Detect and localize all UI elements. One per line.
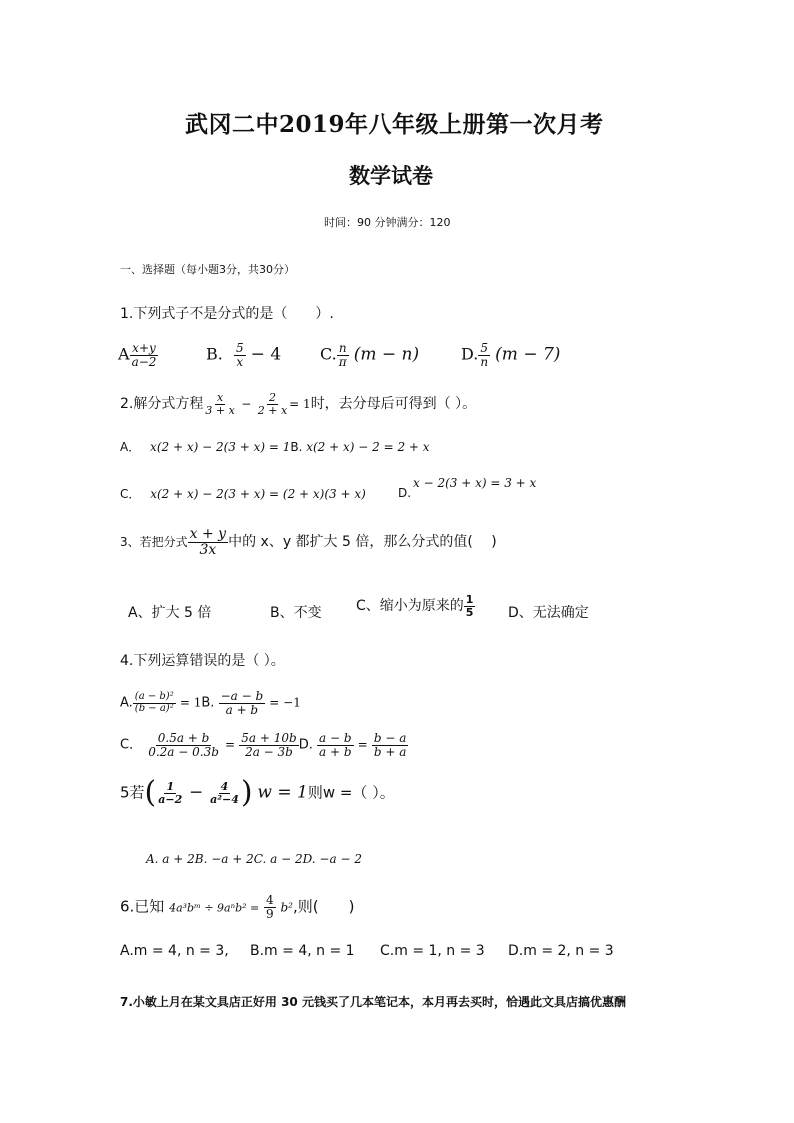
fraction-denominator: b + a [373, 744, 407, 759]
question-6-tail: b² [280, 900, 293, 915]
option-b-expr: x(2 + x) − 2 = 2 + x [306, 440, 430, 454]
minus-sign: − [189, 782, 204, 803]
fraction-denominator: 0.2a − 0.3b [148, 744, 219, 759]
option-b-label: B. [206, 344, 223, 364]
option-c-expr: x(2 + x) − 2(3 + x) = (2 + x)(3 + x) [150, 487, 366, 501]
fraction-numerator: x+y [132, 341, 156, 355]
question-1-option-c [320, 342, 419, 368]
option-b-tail: − 4 [250, 344, 282, 365]
question-2-prefix: 2.解分式方程 [120, 396, 204, 413]
question-2-option-d-label: D. [398, 486, 412, 500]
fraction-numerator: 2 [268, 391, 276, 404]
question-7-stem: 7.小敏上月在某文具店正好用 30 元钱买了几本笔记本，本月再去买时，恰遇此文具店搞优惠酬 [120, 995, 626, 1009]
question-6-option-c: C.m = 1, n = 3 [380, 943, 485, 959]
fraction-numerator: a − b [318, 731, 352, 745]
fraction-numerator: 0.5a + b [157, 731, 210, 745]
fraction-denominator: a + b [318, 744, 352, 759]
question-1-option-a [118, 342, 158, 368]
fraction-numerator: 1 [166, 779, 175, 793]
question-3-stem [120, 527, 497, 557]
fraction-denominator: a−2 [158, 792, 183, 806]
question-3-option-b: B、不变 [270, 605, 322, 621]
question-1-option-d [461, 342, 560, 368]
right-paren: ) [240, 775, 253, 810]
question-6-suffix: ,则( ) [292, 897, 355, 916]
fraction-numerator: 5 [235, 341, 244, 355]
fraction-numerator: n [338, 341, 347, 355]
question-5-stem [120, 775, 395, 810]
question-6-stem [120, 894, 354, 920]
page-subtitle: 数学试卷 [349, 163, 433, 188]
option-c-tail: (m − n) [353, 344, 420, 365]
option-a-label: A. [120, 695, 133, 711]
question-2-suffix: 时，去分母后可得到（ ）。 [310, 396, 477, 413]
question-6-expr: 4a³bᵐ ÷ 9aⁿb² = [169, 901, 260, 915]
option-c-label: C． [120, 737, 143, 753]
fraction-numerator: 1 [465, 593, 474, 606]
option-c-text: C、缩小为原来的 [356, 598, 464, 615]
question-3-suffix: 中的 x、y 都扩大 5 倍，那么分式的值( ) [228, 534, 497, 551]
fraction-denominator: a²−4 [210, 792, 239, 806]
option-b-label: B. [290, 440, 303, 454]
fraction-numerator: 4 [220, 779, 229, 793]
fraction-numerator: x [216, 391, 224, 404]
fraction-denominator: (b − a)² [134, 702, 174, 714]
fraction-numerator: b − a [373, 731, 407, 745]
fraction-numerator: (a − b)² [134, 691, 174, 703]
question-5-suffix: 则w =（ ）。 [307, 783, 395, 802]
question-4-stem: 4.下列运算错误的是（ ）。 [120, 653, 285, 669]
question-2-row-ab [120, 438, 430, 455]
option-d-tail: (m − 7) [495, 344, 561, 365]
option-c-eq: = [225, 737, 236, 752]
fraction-denominator: 3 + x [205, 403, 235, 417]
minus-sign: − [241, 397, 252, 412]
question-6-option-a: A.m = 4, n = 3, [120, 943, 229, 959]
fraction-denominator: π [338, 354, 347, 369]
option-a-eq: = 1 [179, 695, 202, 710]
option-a-label: A． [120, 440, 141, 454]
question-3-option-c [356, 594, 475, 618]
question-2-option-d-expr: x − 2(3 + x) = 3 + x [413, 476, 537, 490]
question-4-row-ab [120, 690, 301, 716]
question-6-prefix: 6.已知 [120, 897, 165, 916]
fraction-denominator: a + b [225, 702, 259, 717]
option-a-expr: x(2 + x) − 2(3 + x) = 1 [150, 440, 291, 454]
question-5-options: A. a + 2B. −a + 2C. a − 2D. −a − 2 [146, 852, 362, 866]
option-b-label: B. [201, 695, 215, 711]
option-c-label: C． [120, 487, 141, 501]
fraction-numerator: 5a + 10b [241, 731, 297, 745]
question-4-row-cd [120, 732, 408, 758]
question-1-option-b [206, 342, 281, 368]
equals-one: = 1 [289, 397, 311, 412]
question-3-option-d: D、无法确定 [508, 605, 589, 621]
option-c-label: C. [320, 344, 337, 364]
fraction-denominator: x [236, 354, 244, 369]
option-b-eq: = −1 [269, 695, 301, 710]
fraction-numerator: 5 [480, 341, 489, 355]
question-3-prefix: 3、若把分式 [120, 535, 188, 550]
exam-info: 时间：90 分钟满分：120 [324, 216, 451, 229]
fraction-denominator: 2 + x [257, 403, 288, 417]
option-d-eq: = [357, 737, 368, 752]
option-d-label: D. [461, 344, 479, 364]
fraction-numerator: 4 [266, 893, 274, 907]
section-heading: 一、选择题（每小题3分，共30分） [120, 263, 295, 276]
fraction-denominator: 3x [199, 541, 217, 558]
question-3-option-a: A、扩大 5 倍 [128, 605, 212, 621]
left-paren: ( [144, 775, 157, 810]
fraction-denominator: a−2 [131, 354, 157, 369]
question-2-stem [120, 392, 476, 416]
option-d-label: D. [298, 737, 313, 753]
fraction-denominator: 9 [266, 906, 274, 921]
fraction-denominator: 2a − 3b [245, 744, 293, 759]
question-6-option-b: B.m = 4, n = 1 [250, 943, 355, 959]
question-5-equation: w = 1 [257, 782, 308, 803]
question-2-option-c [120, 485, 366, 502]
question-1-stem: 1.下列式子不是分式的是（ ）. [120, 306, 334, 322]
question-6-option-d: D.m = 2, n = 3 [508, 943, 614, 959]
fraction-denominator: 5 [465, 605, 474, 619]
fraction-numerator: −a − b [220, 689, 264, 703]
fraction-numerator: x + y [189, 526, 227, 542]
question-5-prefix: 5若 [120, 783, 145, 802]
option-a-label: A [118, 344, 130, 364]
fraction-denominator: n [480, 354, 489, 369]
page-title: 武冈二中2019年八年级上册第一次月考 [185, 111, 604, 138]
